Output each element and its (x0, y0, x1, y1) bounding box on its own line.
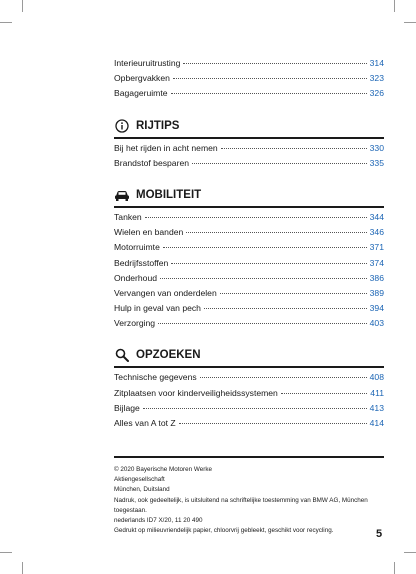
toc-entry-page[interactable]: 411 (370, 387, 384, 398)
toc-intro-list (114, 58, 384, 104)
toc-entry-page[interactable]: 323 (369, 73, 384, 84)
toc-entry[interactable] (114, 143, 384, 158)
toc-entry-title: Alles van A tot Z (114, 418, 176, 428)
toc-entry[interactable] (114, 158, 384, 173)
leader-dots (158, 323, 367, 324)
toc-entry-title: Onderhoud (114, 272, 158, 283)
toc-section-mobiliteit (114, 187, 384, 334)
toc-entry-page[interactable]: 394 (369, 303, 384, 314)
leader-dots (200, 377, 367, 378)
toc-entry[interactable] (114, 403, 384, 418)
imprint-line: Gedrukt op milieuvriendelijk papier, chloorvrij gebleekt, geschikt voor recycling. (114, 527, 334, 535)
toc-entry-page[interactable]: 389 (369, 287, 384, 298)
leader-dots (179, 423, 367, 424)
toc-entry-title: Hulp in geval van pech (114, 303, 201, 314)
toc-entry[interactable] (114, 303, 384, 318)
crop-mark (404, 552, 416, 553)
leader-dots (143, 408, 367, 409)
crop-mark (394, 562, 395, 574)
toc-entry[interactable] (114, 273, 384, 288)
toc-entry[interactable] (114, 73, 384, 88)
crop-mark (404, 22, 416, 23)
toc-entry-page[interactable]: 413 (369, 402, 384, 413)
imprint-line: München, Duitsland (114, 486, 170, 494)
toc-entry-page[interactable]: 371 (369, 242, 384, 253)
toc-entry-title: Verzorging (114, 318, 156, 329)
toc-entry-page[interactable]: 374 (369, 257, 384, 268)
toc-entry-page[interactable]: 330 (369, 142, 384, 153)
leader-dots (183, 63, 366, 64)
toc-entry[interactable] (114, 88, 384, 103)
toc-entry-page[interactable]: 403 (369, 318, 384, 329)
section-title: MOBILITEIT (136, 188, 202, 201)
toc-entry-page[interactable]: 346 (369, 227, 384, 238)
leader-dots (160, 278, 367, 279)
page-number: 5 (376, 528, 383, 540)
toc-entry[interactable] (114, 372, 384, 387)
info-icon (114, 118, 130, 134)
toc-entry-title: Bedrijfsstoffen (114, 257, 169, 268)
toc-entry-title: Vervangen van onderdelen (114, 287, 217, 298)
toc-entry-title: Zitplaatsen voor kinderveiligheidssystemen (114, 387, 278, 398)
toc-entry-title: Wielen en banden (114, 227, 184, 238)
toc-entry-page[interactable]: 408 (369, 372, 384, 383)
table-of-contents (114, 58, 384, 433)
toc-section-rijtips (114, 118, 384, 173)
toc-entry-title: Motorruimte (114, 242, 160, 253)
toc-entry-page[interactable]: 344 (369, 211, 384, 222)
section-header (114, 187, 384, 208)
leader-dots (171, 263, 366, 264)
section-header (114, 347, 384, 368)
crop-mark (394, 0, 395, 12)
toc-entry[interactable] (114, 242, 384, 257)
imprint-line: Aktiengesellschaft (114, 476, 165, 484)
toc-entry-page[interactable]: 314 (369, 58, 384, 68)
toc-entry[interactable] (114, 212, 384, 227)
imprint-line: Nadruk, ook gedeeltelijk, is uitsluitend na schriftelijke toestemming van BMW AG, München toegestaan. (114, 496, 368, 514)
crop-mark (0, 552, 12, 553)
toc-entry[interactable] (114, 227, 384, 242)
toc-entry-title: Bijlage (114, 402, 140, 413)
toc-entry-page[interactable]: 326 (369, 88, 384, 99)
toc-section-opzoeken (114, 347, 384, 433)
search-icon (114, 347, 130, 363)
leader-dots (220, 293, 367, 294)
leader-dots (145, 217, 367, 218)
car-icon (114, 187, 130, 203)
leader-dots (186, 232, 366, 233)
toc-entry-title: Brandstof besparen (114, 157, 190, 168)
crop-mark (22, 0, 23, 12)
crop-mark (0, 22, 12, 23)
leader-dots (221, 148, 367, 149)
toc-entry-page[interactable]: 335 (369, 157, 384, 168)
toc-entry-title: Interieuruitrusting (114, 58, 181, 68)
toc-entry-title: Bij het rijden in acht nemen (114, 142, 218, 153)
leader-dots (173, 78, 367, 79)
section-header (114, 118, 384, 139)
toc-entry[interactable] (114, 318, 384, 333)
crop-mark (22, 562, 23, 574)
toc-entry[interactable] (114, 388, 384, 403)
toc-entry-page[interactable]: 386 (369, 272, 384, 283)
toc-entry-title: Opbergvakken (114, 73, 170, 84)
section-title: RIJTIPS (136, 119, 180, 132)
toc-entry[interactable] (114, 288, 384, 303)
leader-dots (281, 393, 367, 394)
toc-entry-title: Bagageruimte (114, 88, 168, 99)
leader-dots (192, 163, 367, 164)
imprint-line: nederlands ID7 X/20, 11 20 490 (114, 517, 203, 525)
toc-entry[interactable] (114, 258, 384, 273)
leader-dots (204, 308, 367, 309)
toc-entry-title: Technische gegevens (114, 372, 197, 383)
toc-entry[interactable] (114, 418, 384, 433)
section-title: OPZOEKEN (136, 349, 201, 362)
imprint-footer (114, 456, 384, 536)
leader-dots (163, 247, 367, 248)
toc-entry-title: Tanken (114, 211, 142, 222)
toc-entry-page[interactable]: 414 (369, 418, 384, 428)
imprint-line: © 2020 Bayerische Motoren Werke (114, 466, 212, 473)
leader-dots (171, 93, 367, 94)
toc-entry[interactable] (114, 58, 384, 73)
